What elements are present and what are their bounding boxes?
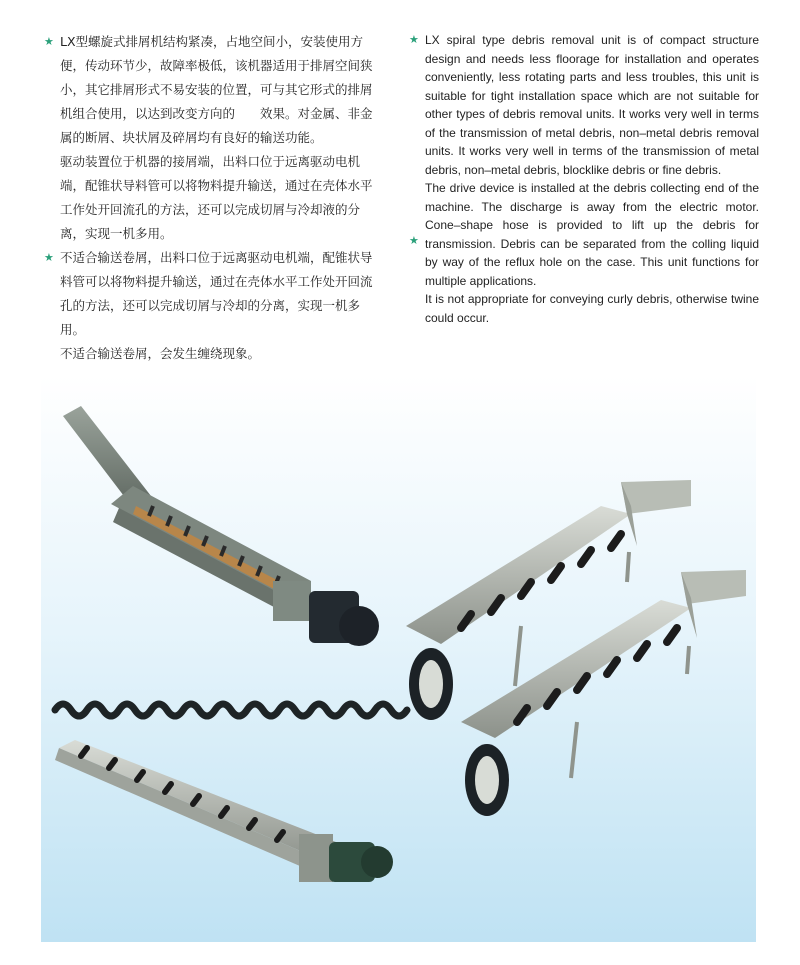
conveyor-top-left bbox=[63, 406, 379, 646]
english-text-column bbox=[409, 31, 759, 327]
zh-paragraph-4 bbox=[44, 342, 380, 366]
zh-paragraph-3-text: 不适合输送卷屑，出料口位于远离驱动电机端，配锥状导料管可以将物料提升输送，通过在壳体水平工作处开回流孔的方法，还可以完成切屑与冷却的分离，实现一机多用。 bbox=[60, 250, 373, 337]
spiral-screw bbox=[55, 704, 407, 716]
en-paragraph-3-text: It is not appropriate for conveying curly debris, otherwise twine could occur. bbox=[425, 292, 759, 325]
star-icon: ★ bbox=[409, 34, 419, 46]
zh-paragraph-1-text: LX型螺旋式排屑机结构紧凑，占地空间小，安装使用方便，传动环节少，故障率极低，该机器适用于排屑空间狭小，其它排屑形式不易安装的位置，可与其它形式的排屑机组合使用，以达到改变方向的 效果。对金属、非金属的断屑、块状屑及碎屑均有良好的输送功能。 bbox=[60, 34, 373, 145]
conveyor-right-lower bbox=[461, 570, 746, 816]
en-paragraph-2 bbox=[409, 179, 759, 290]
zh-paragraph-4-text: 不适合输送卷屑，会发生缠绕现象。 bbox=[60, 346, 261, 361]
product-photo-panel bbox=[41, 376, 756, 942]
en-paragraph-1 bbox=[409, 31, 759, 179]
zh-paragraph-2 bbox=[44, 150, 380, 246]
conveyor-bottom-left bbox=[55, 740, 393, 882]
en-paragraph-3 bbox=[409, 290, 759, 327]
star-icon: ★ bbox=[44, 35, 54, 48]
en-paragraph-2-text: The drive device is installed at the debris collecting end of the machine. The discharge is away from the electric motor. Cone–shape hose is provided to lift up the debris for transmission. Debris can be separated from the colling liquid by way of the reflux hole on the case. This unit functions for multiple applications. bbox=[425, 181, 759, 288]
star-icon: ★ bbox=[409, 235, 419, 247]
chinese-text-column bbox=[44, 30, 380, 366]
star-icon: ★ bbox=[44, 251, 54, 264]
zh-paragraph-2-text: 驱动装置位于机器的接屑端，出料口位于远离驱动电机端，配锥状导料管可以将物料提升输送，通过在壳体水平工作处开回流孔的方法，还可以完成切屑与冷却液的分离，实现一机多用。 bbox=[60, 154, 373, 241]
zh-paragraph-3 bbox=[44, 246, 380, 342]
product-illustration bbox=[41, 376, 756, 942]
zh-paragraph-1 bbox=[44, 30, 380, 150]
en-paragraph-1-text: LX spiral type debris removal unit is of compact structure design and needs less floorage for installation and operates conveniently, less rotating parts and less troubles, this unit is suitable for tight installation space which are not suitable for other types of debris removal units. It works very well in terms of the transmission of metal debris, non–metal debris removal units. It works very well in terms of the transmission of metal debris, non–metal debris, blocklike debris or fine debris. bbox=[425, 33, 759, 177]
